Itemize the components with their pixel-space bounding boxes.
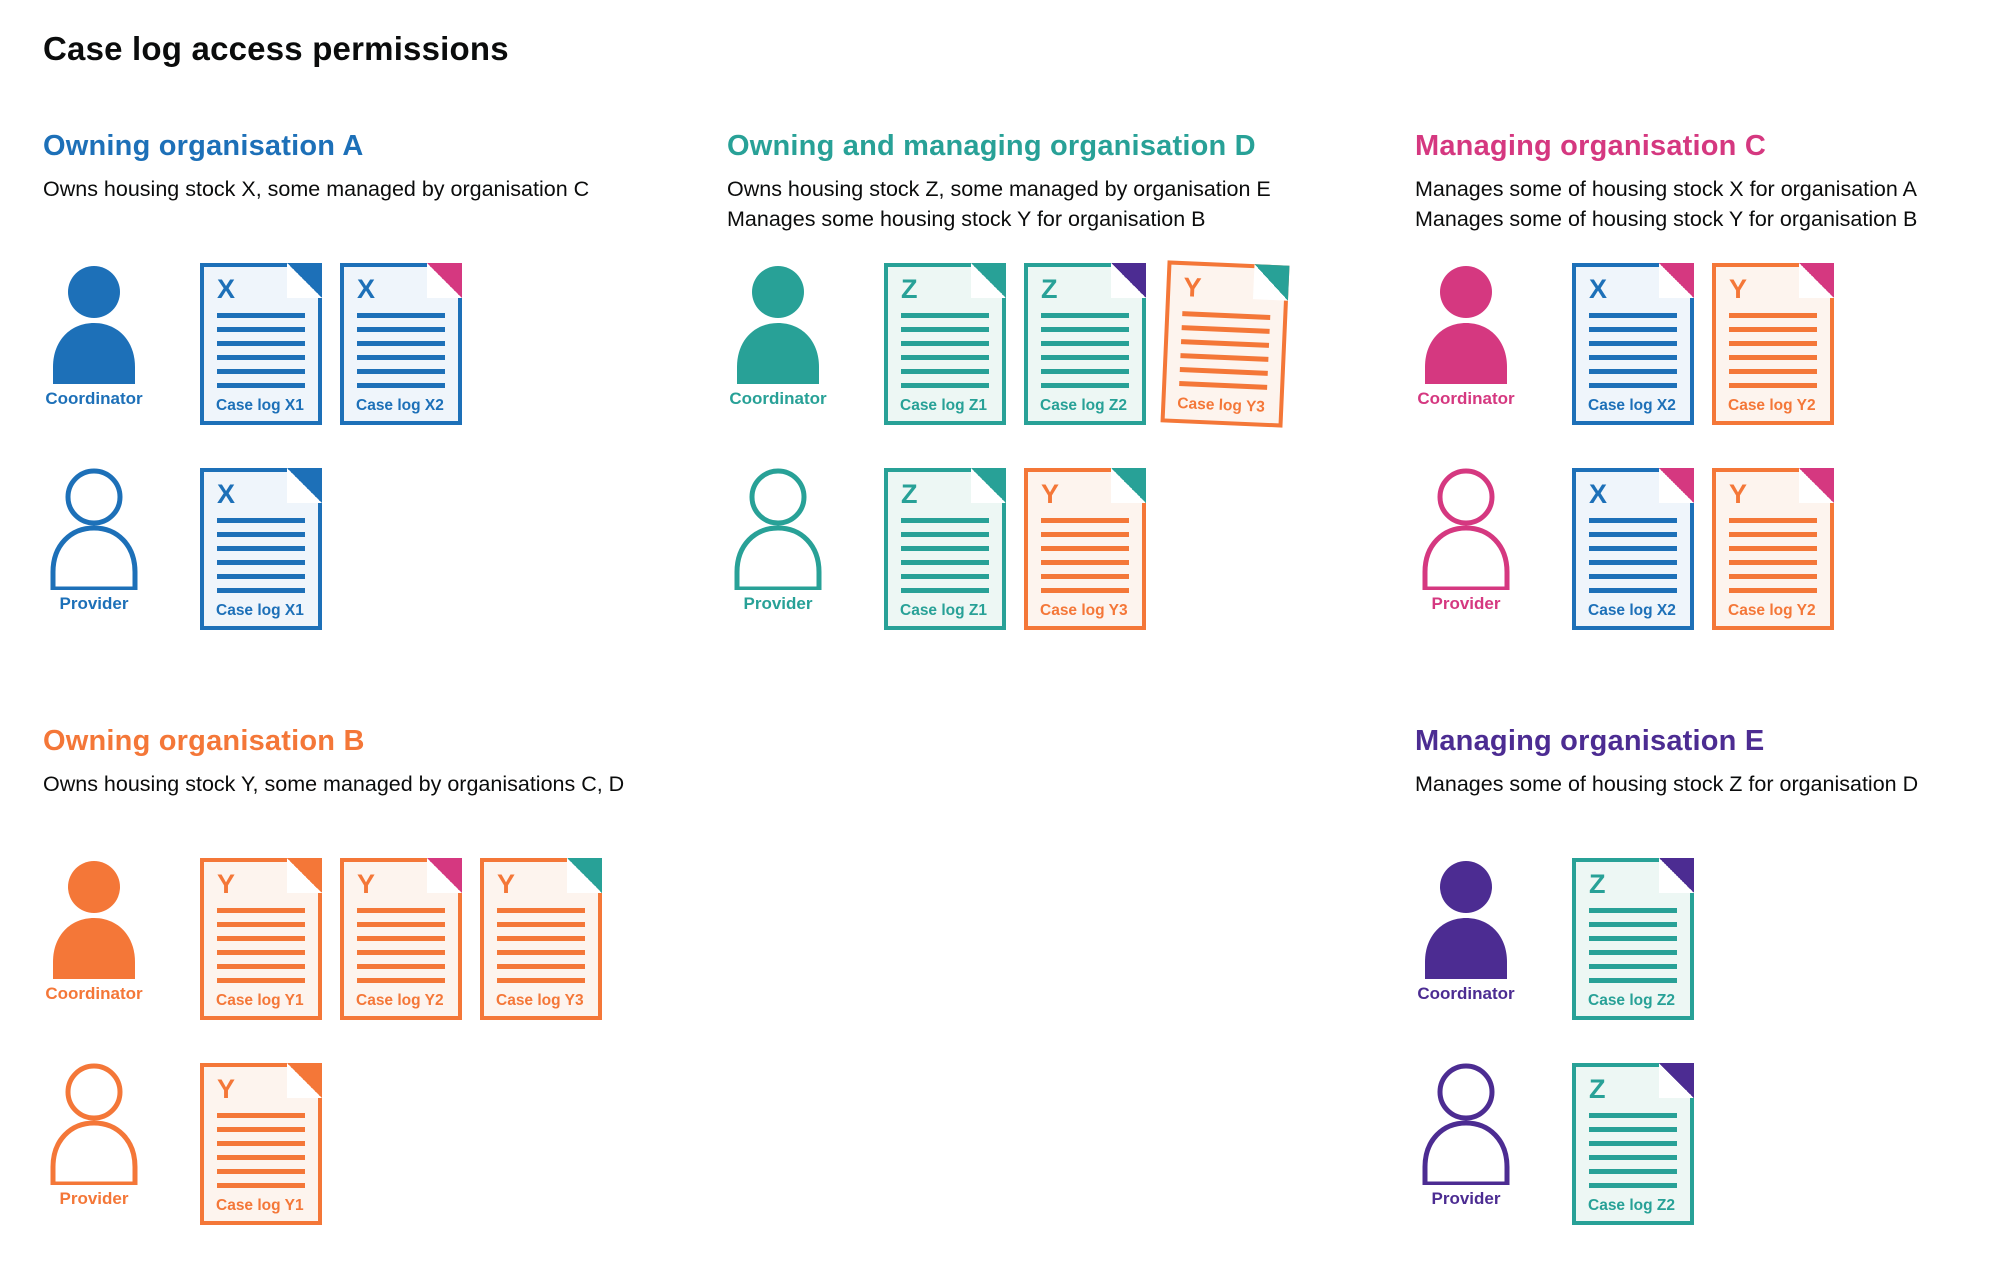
- section-description-line: Owns housing stock X, some managed by organisation C: [43, 177, 590, 201]
- folded-corner-icon: [287, 468, 322, 503]
- doc-stock-letter: X: [217, 274, 236, 304]
- doc-stock-letter: Z: [1589, 1074, 1606, 1104]
- provider-icon: [734, 468, 822, 590]
- section-description: [1415, 770, 1960, 830]
- provider-figure: [43, 1063, 145, 1209]
- permissions-diagram: [43, 130, 1960, 1225]
- doc-text-lines: [217, 313, 305, 397]
- doc-stock-letter: Z: [901, 274, 918, 304]
- page-title: Case log access permissions: [43, 30, 509, 67]
- role-label: Coordinator: [729, 389, 827, 408]
- folded-corner-icon: [1659, 468, 1694, 503]
- doc-text-lines: [217, 518, 305, 602]
- case-log-doc: [884, 263, 1006, 425]
- doc-stock-letter: Y: [217, 1074, 236, 1104]
- section-description-line: Manages some housing stock Y for organisation B: [727, 206, 1206, 231]
- role-row-coordinator: [43, 858, 727, 1020]
- folded-corner-icon: [971, 263, 1006, 298]
- role-label: Coordinator: [45, 389, 143, 408]
- folded-corner-icon: [427, 263, 462, 298]
- doc-list: [1572, 263, 1834, 425]
- role-row-coordinator: [727, 263, 1415, 425]
- case-log-label: Case log Y2: [1728, 397, 1816, 414]
- role-rows: [43, 858, 727, 1225]
- provider-block: [1415, 1063, 1572, 1209]
- section-description: [1415, 175, 1960, 235]
- case-log-doc: [1572, 858, 1694, 1020]
- coordinator-block: [727, 263, 884, 409]
- section-owning-and-managing-organisation-d: [727, 130, 1415, 630]
- coordinator-icon: [1422, 858, 1510, 980]
- case-log-doc: [340, 858, 462, 1020]
- coordinator-figure: [1415, 263, 1517, 409]
- role-rows: [43, 263, 727, 630]
- case-log-label: Case log Y2: [356, 992, 444, 1009]
- section-description: [43, 175, 727, 235]
- case-log-doc: [1712, 468, 1834, 630]
- case-log-doc: [200, 263, 322, 425]
- coordinator-icon: [50, 263, 138, 385]
- case-log-doc: [200, 468, 322, 630]
- doc-stock-letter: X: [357, 274, 376, 304]
- case-log-doc: [1024, 263, 1146, 425]
- case-log-doc: [200, 1063, 322, 1225]
- folded-corner-icon: [1111, 263, 1146, 298]
- case-log-label: Case log Z2: [1040, 397, 1127, 414]
- role-label: Provider: [1431, 594, 1501, 613]
- role-row-coordinator: [1415, 858, 1960, 1020]
- section-title: Managing organisation E: [1415, 725, 1765, 757]
- folded-corner-icon: [287, 858, 322, 893]
- doc-text-lines: [497, 908, 585, 992]
- case-log-doc: [200, 858, 322, 1020]
- section-owning-organisation-b: [43, 725, 727, 1225]
- provider-icon: [50, 1063, 138, 1185]
- provider-icon: [50, 468, 138, 590]
- folded-corner-icon: [1659, 263, 1694, 298]
- doc-stock-letter: Z: [901, 479, 918, 509]
- doc-stock-letter: Y: [497, 869, 516, 899]
- role-label: Provider: [743, 594, 813, 613]
- coordinator-icon: [1422, 263, 1510, 385]
- coordinator-block: [43, 858, 200, 1004]
- section-title: Owning organisation A: [43, 130, 364, 162]
- doc-stock-letter: X: [217, 479, 236, 509]
- doc-text-lines: [1589, 518, 1677, 602]
- provider-block: [727, 468, 884, 614]
- role-row-provider: [43, 468, 727, 630]
- folded-corner-icon: [1659, 1063, 1694, 1098]
- case-log-label: Case log Y3: [1176, 394, 1266, 416]
- case-log-label: Case log Z1: [900, 397, 987, 414]
- case-log-doc: [1572, 468, 1694, 630]
- coordinator-icon: [50, 858, 138, 980]
- role-row-provider: [1415, 468, 1960, 630]
- section-description: [43, 770, 727, 830]
- doc-stock-letter: Y: [1729, 274, 1748, 304]
- role-row-coordinator: [1415, 263, 1960, 425]
- section-description-line: Manages some of housing stock X for organisation A: [1415, 177, 1917, 201]
- doc-text-lines: [357, 908, 445, 992]
- coordinator-figure: [1415, 858, 1517, 1004]
- role-label: Provider: [59, 1189, 129, 1208]
- role-label: Coordinator: [1417, 389, 1515, 408]
- case-log-label: Case log Y1: [216, 1197, 304, 1214]
- role-label: Provider: [59, 594, 129, 613]
- case-log-label: Case log Y3: [1040, 602, 1128, 619]
- case-log-doc: [1161, 260, 1290, 427]
- provider-block: [1415, 468, 1572, 614]
- case-log-label: Case log X2: [1588, 397, 1676, 414]
- provider-figure: [1415, 1063, 1517, 1209]
- case-log-doc: [340, 263, 462, 425]
- doc-text-lines: [1729, 518, 1817, 602]
- section-description: [727, 175, 1415, 235]
- section-managing-organisation-e: [1415, 725, 1960, 1225]
- section-description-line: Manages some of housing stock Y for organisation B: [1415, 206, 1918, 231]
- coordinator-figure: [43, 858, 145, 1004]
- doc-stock-letter: Y: [1182, 272, 1203, 303]
- case-log-doc: [1024, 468, 1146, 630]
- provider-block: [43, 1063, 200, 1209]
- doc-stock-letter: X: [1589, 479, 1608, 509]
- section-title: Owning organisation B: [43, 725, 365, 757]
- case-log-label: Case log Z1: [900, 602, 987, 619]
- doc-list: [1572, 858, 1694, 1020]
- doc-stock-letter: Y: [1729, 479, 1748, 509]
- doc-text-lines: [1041, 518, 1129, 602]
- case-log-label: Case log Y1: [216, 992, 304, 1009]
- doc-text-lines: [901, 313, 989, 397]
- case-log-label: Case log X2: [1588, 602, 1676, 619]
- coordinator-block: [1415, 263, 1572, 409]
- doc-list: [884, 263, 1286, 425]
- doc-list: [1572, 468, 1834, 630]
- role-row-provider: [727, 468, 1415, 630]
- doc-stock-letter: Z: [1589, 869, 1606, 899]
- folded-corner-icon: [287, 263, 322, 298]
- role-row-coordinator: [43, 263, 727, 425]
- doc-text-lines: [901, 518, 989, 602]
- role-rows: [1415, 858, 1960, 1225]
- section-description-line: Owns housing stock Z, some managed by organisation E: [727, 177, 1271, 201]
- doc-text-lines: [217, 1113, 305, 1197]
- case-log-label: Case log Z2: [1588, 1197, 1675, 1214]
- provider-icon: [1422, 468, 1510, 590]
- role-row-provider: [1415, 1063, 1960, 1225]
- section-description-line: Manages some of housing stock Z for organisation D: [1415, 772, 1919, 796]
- doc-list: [200, 263, 462, 425]
- case-log-label: Case log Y3: [496, 992, 584, 1009]
- coordinator-block: [1415, 858, 1572, 1004]
- coordinator-figure: [43, 263, 145, 409]
- doc-text-lines: [357, 313, 445, 397]
- doc-stock-letter: X: [1589, 274, 1608, 304]
- section-title: Owning and managing organisation D: [727, 130, 1256, 162]
- role-label: Provider: [1431, 1189, 1501, 1208]
- folded-corner-icon: [1253, 264, 1289, 300]
- doc-list: [200, 468, 322, 630]
- provider-figure: [1415, 468, 1517, 614]
- doc-stock-letter: Y: [1041, 479, 1060, 509]
- doc-stock-letter: Y: [357, 869, 376, 899]
- doc-text-lines: [1589, 313, 1677, 397]
- role-row-provider: [43, 1063, 727, 1225]
- provider-figure: [43, 468, 145, 614]
- folded-corner-icon: [427, 858, 462, 893]
- section-owning-organisation-a: [43, 130, 727, 630]
- case-log-label: Case log Y2: [1728, 602, 1816, 619]
- folded-corner-icon: [567, 858, 602, 893]
- case-log-label: Case log Z2: [1588, 992, 1675, 1009]
- case-log-doc: [1712, 263, 1834, 425]
- folded-corner-icon: [1659, 858, 1694, 893]
- doc-text-lines: [1589, 908, 1677, 992]
- folded-corner-icon: [1799, 263, 1834, 298]
- case-log-doc: [1572, 1063, 1694, 1225]
- doc-text-lines: [1589, 1113, 1677, 1197]
- section-description-line: Owns housing stock Y, some managed by organisations C, D: [43, 772, 625, 796]
- folded-corner-icon: [1799, 468, 1834, 503]
- doc-list: [200, 1063, 322, 1225]
- doc-list: [200, 858, 602, 1020]
- case-log-label: Case log X2: [356, 397, 444, 414]
- case-log-label: Case log X1: [216, 397, 304, 414]
- doc-list: [884, 468, 1146, 630]
- coordinator-figure: [727, 263, 829, 409]
- doc-list: [1572, 1063, 1694, 1225]
- doc-text-lines: [1179, 311, 1271, 399]
- role-rows: [1415, 263, 1960, 630]
- provider-icon: [1422, 1063, 1510, 1185]
- coordinator-icon: [734, 263, 822, 385]
- case-log-label: Case log X1: [216, 602, 304, 619]
- folded-corner-icon: [971, 468, 1006, 503]
- role-label: Coordinator: [45, 984, 143, 1003]
- coordinator-block: [43, 263, 200, 409]
- role-label: Coordinator: [1417, 984, 1515, 1003]
- section-managing-organisation-c: [1415, 130, 1960, 630]
- provider-block: [43, 468, 200, 614]
- case-log-doc: [884, 468, 1006, 630]
- role-rows: [727, 263, 1415, 630]
- doc-stock-letter: Y: [217, 869, 236, 899]
- section-title: Managing organisation C: [1415, 130, 1766, 162]
- doc-stock-letter: Z: [1041, 274, 1058, 304]
- case-log-doc: [480, 858, 602, 1020]
- doc-text-lines: [217, 908, 305, 992]
- provider-figure: [727, 468, 829, 614]
- doc-text-lines: [1729, 313, 1817, 397]
- case-log-doc: [1572, 263, 1694, 425]
- folded-corner-icon: [287, 1063, 322, 1098]
- doc-text-lines: [1041, 313, 1129, 397]
- folded-corner-icon: [1111, 468, 1146, 503]
